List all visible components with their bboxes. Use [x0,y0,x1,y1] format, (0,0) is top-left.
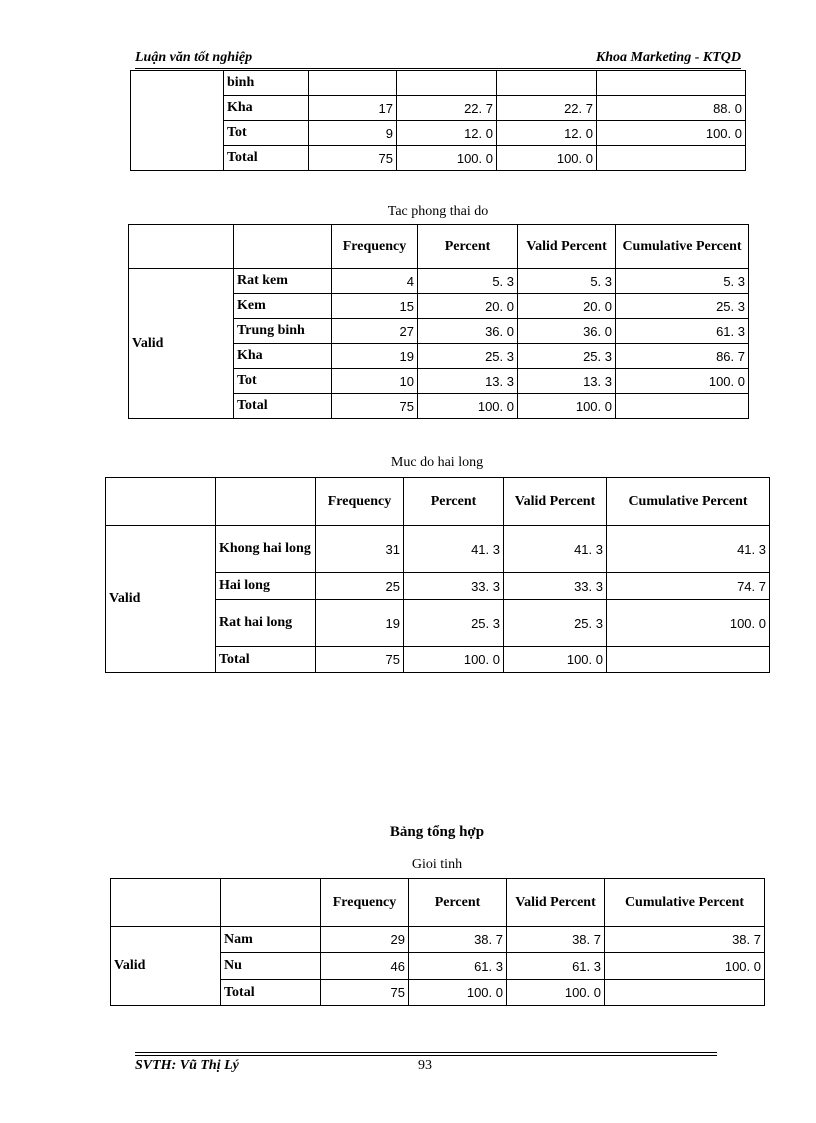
cumulative-percent-cell: 61. 3 [616,319,749,344]
cumulative-percent-cell: 88. 0 [597,96,746,121]
header-thesis-title: Luận văn tốt nghiệp [135,50,253,65]
empty-header-cell [111,879,221,927]
header-frequency: Frequency [316,478,404,526]
tac-phong-table [128,224,749,419]
frequency-cell: 15 [332,294,418,319]
row-label: Total [216,647,316,673]
header-valid-percent: Valid Percent [518,225,616,269]
empty-header-cell [234,225,332,269]
table-row [131,121,746,146]
summary-heading: Bảng tổng hợp [389,824,485,840]
cumulative-percent-cell: 41. 3 [607,526,770,573]
row-label: Rat kem [234,269,332,294]
table-header-row [106,478,770,526]
valid-percent-cell: 33. 3 [504,573,607,600]
valid-percent-cell: 25. 3 [518,344,616,369]
gioi-tinh-table [110,878,765,1006]
percent-cell: 22. 7 [397,96,497,121]
cumulative-percent-cell: 86. 7 [616,344,749,369]
header-percent: Percent [418,225,518,269]
table-row [131,146,746,171]
frequency-cell: 29 [321,927,409,953]
valid-percent-cell: 13. 3 [518,369,616,394]
header-cumulative-percent: Cumulative Percent [607,478,770,526]
row-label: Tot [234,369,332,394]
percent-cell: 100. 0 [397,146,497,171]
percent-cell: 25. 3 [418,344,518,369]
footer-rule [135,1052,717,1053]
row-label: Total [224,146,309,171]
frequency-cell: 75 [321,980,409,1006]
row-label: Kha [224,96,309,121]
row-label: Hai long [216,573,316,600]
frequency-cell: 75 [332,394,418,419]
footer-rule [135,1055,717,1056]
cumulative-percent-cell: 100. 0 [597,121,746,146]
valid-percent-cell: 38. 7 [507,927,605,953]
group-label: Valid [106,526,216,673]
percent-cell: 41. 3 [404,526,504,573]
muc-do-hai-long-table [105,477,770,673]
cumulative-percent-cell: 25. 3 [616,294,749,319]
table-row [131,71,746,96]
frequency-cell: 4 [332,269,418,294]
group-label: Valid [129,269,234,419]
valid-percent-cell: 100. 0 [518,394,616,419]
row-label: Nam [221,927,321,953]
percent-cell: 61. 3 [409,953,507,980]
frequency-cell: 10 [332,369,418,394]
valid-percent-cell: 20. 0 [518,294,616,319]
header-valid-percent: Valid Percent [504,478,607,526]
header-valid-percent: Valid Percent [507,879,605,927]
valid-percent-cell: 36. 0 [518,319,616,344]
frequency-cell: 46 [321,953,409,980]
percent-cell [397,71,497,96]
page-header [135,50,741,68]
header-faculty: Khoa Marketing - KTQD [595,50,741,65]
page-number: 93 [418,1058,432,1073]
row-label: Rat hai long [216,600,316,647]
header-cumulative-percent: Cumulative Percent [616,225,749,269]
valid-percent-cell: 100. 0 [507,980,605,1006]
cumulative-percent-cell: 100. 0 [616,369,749,394]
table-title: Muc do hai long [390,455,484,470]
percent-cell: 12. 0 [397,121,497,146]
empty-header-cell [106,478,216,526]
percent-cell: 36. 0 [418,319,518,344]
frequency-cell: 19 [332,344,418,369]
continued-frequency-table [130,70,746,171]
valid-percent-cell: 5. 3 [518,269,616,294]
empty-header-cell [216,478,316,526]
percent-cell: 25. 3 [404,600,504,647]
table-row [131,96,746,121]
valid-percent-cell: 22. 7 [497,96,597,121]
cumulative-percent-cell [607,647,770,673]
frequency-cell: 31 [316,526,404,573]
frequency-cell [309,71,397,96]
cumulative-percent-cell [616,394,749,419]
empty-header-cell [221,879,321,927]
valid-percent-cell: 12. 0 [497,121,597,146]
frequency-cell: 75 [309,146,397,171]
row-label: Trung binh [234,319,332,344]
empty-header-cell [129,225,234,269]
frequency-cell: 17 [309,96,397,121]
valid-percent-cell: 61. 3 [507,953,605,980]
percent-cell: 38. 7 [409,927,507,953]
table-row [129,269,749,294]
table-header-row [129,225,749,269]
header-rule [135,68,741,69]
table-row [111,927,765,953]
frequency-cell: 27 [332,319,418,344]
row-label: binh [224,71,309,96]
frequency-cell: 25 [316,573,404,600]
header-frequency: Frequency [321,879,409,927]
percent-cell: 33. 3 [404,573,504,600]
cumulative-percent-cell [605,980,765,1006]
row-label: Total [221,980,321,1006]
cumulative-percent-cell: 100. 0 [605,953,765,980]
percent-cell: 100. 0 [404,647,504,673]
valid-percent-cell [497,71,597,96]
cumulative-percent-cell: 38. 7 [605,927,765,953]
valid-percent-cell: 100. 0 [504,647,607,673]
row-label: Nu [221,953,321,980]
percent-cell: 100. 0 [409,980,507,1006]
header-percent: Percent [409,879,507,927]
cumulative-percent-cell: 5. 3 [616,269,749,294]
row-label: Total [234,394,332,419]
row-label: Kem [234,294,332,319]
group-label: Valid [111,927,221,1006]
table-header-row [111,879,765,927]
header-percent: Percent [404,478,504,526]
header-frequency: Frequency [332,225,418,269]
footer-author: SVTH: Vũ Thị Lý [135,1058,239,1073]
table-title: Tac phong thai do [387,204,489,219]
cumulative-percent-cell: 100. 0 [607,600,770,647]
frequency-cell: 75 [316,647,404,673]
table-row [106,526,770,573]
cumulative-percent-cell [597,146,746,171]
percent-cell: 5. 3 [418,269,518,294]
row-label: Tot [224,121,309,146]
header-cumulative-percent: Cumulative Percent [605,879,765,927]
percent-cell: 100. 0 [418,394,518,419]
valid-percent-cell: 25. 3 [504,600,607,647]
frequency-cell: 9 [309,121,397,146]
table-title: Gioi tinh [411,857,463,872]
frequency-cell: 19 [316,600,404,647]
valid-percent-cell: 100. 0 [497,146,597,171]
percent-cell: 20. 0 [418,294,518,319]
cumulative-percent-cell: 74. 7 [607,573,770,600]
row-label: Kha [234,344,332,369]
row-group-cell [131,71,224,171]
cumulative-percent-cell [597,71,746,96]
row-label: Khong hai long [216,526,316,573]
valid-percent-cell: 41. 3 [504,526,607,573]
percent-cell: 13. 3 [418,369,518,394]
